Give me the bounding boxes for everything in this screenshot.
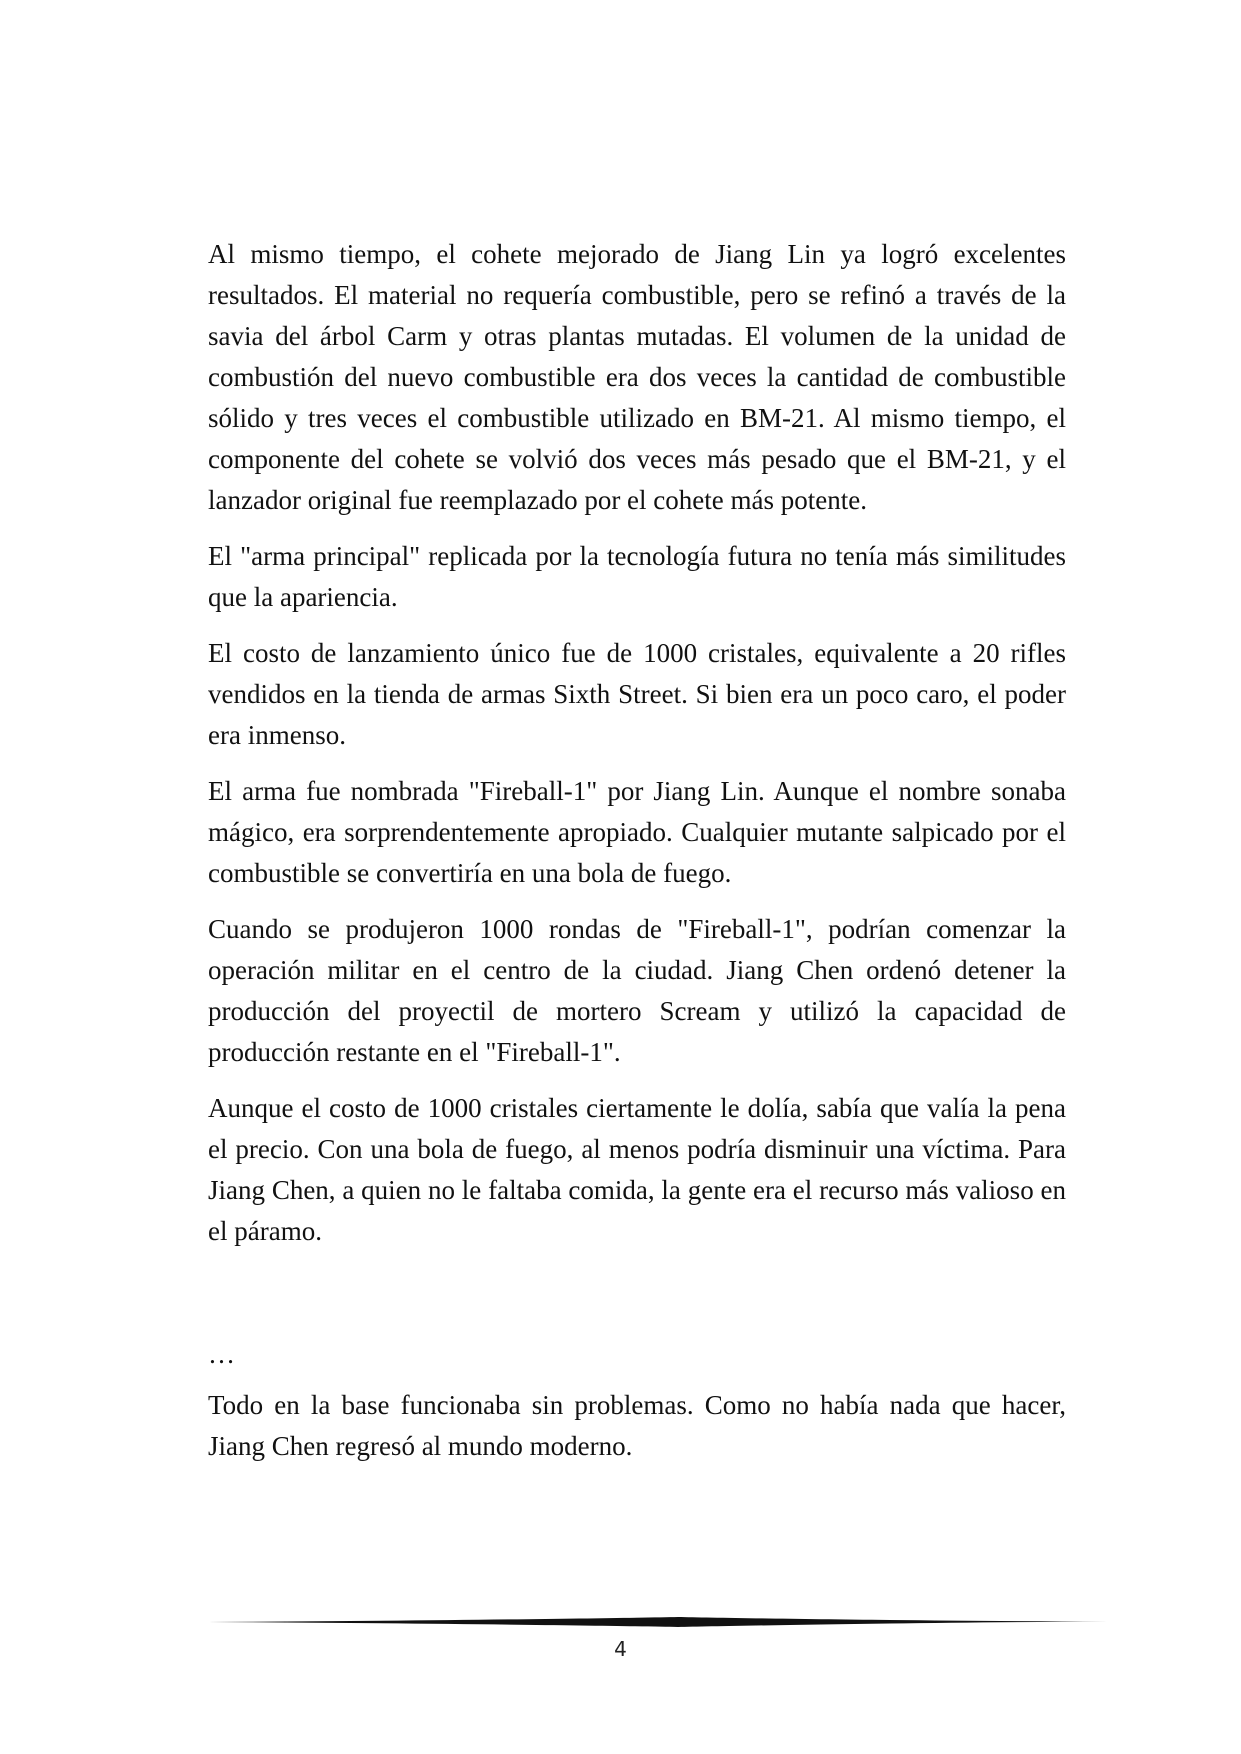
paragraph-1: Al mismo tiempo, el cohete mejorado de Jiang Lin ya logró excelentes resultados. El material no requería combustible, pero se refinó a través de la savia del árbol Carm y otras plantas mutadas. El volumen de la unidad de combustión del nuevo combustible era dos veces la cantidad de combustible sólido y tres veces el combustible utilizado en BM-21. Al mismo tiempo, el componente del cohete se volvió dos veces más pesado que el BM-21, y el lanzador original fue reemplazado por el cohete más potente. bbox=[208, 239, 1066, 515]
paragraph-4: El arma fue nombrada "Fireball-1" por Jiang Lin. Aunque el nombre sonaba mágico, era sorprendentemente apropiado. Cualquier mutante salpicado por el combustible se convertiría en una bola de fuego. bbox=[208, 776, 1066, 888]
page-number: 4 bbox=[614, 1637, 627, 1661]
paragraph-7: Todo en la base funcionaba sin problemas. Como no había nada que hacer, Jiang Chen regresó al mundo moderno. bbox=[208, 1390, 1066, 1461]
footer-divider bbox=[208, 1616, 1108, 1628]
body-text bbox=[208, 234, 1066, 1482]
section-separator: … bbox=[208, 1339, 235, 1369]
paragraph-2: El "arma principal" replicada por la tecnología futura no tenía más similitudes que la apariencia. bbox=[208, 541, 1066, 612]
paragraph-6: Aunque el costo de 1000 cristales ciertamente le dolía, sabía que valía la pena el precio. Con una bola de fuego, al menos podría disminuir una víctima. Para Jiang Chen, a quien no le faltaba comida, la gente era el recurso más valioso en el páramo. bbox=[208, 1093, 1066, 1246]
paragraph-5: Cuando se produjeron 1000 rondas de "Fireball-1", podrían comenzar la operación militar en el centro de la ciudad. Jiang Chen ordenó detener la producción del proyectil de mortero Scream y utilizó la capacidad de producción restante en el "Fireball-1". bbox=[208, 914, 1066, 1067]
paragraph-3: El costo de lanzamiento único fue de 1000 cristales, equivalente a 20 rifles vendidos en la tienda de armas Sixth Street. Si bien era un poco caro, el poder era inmenso. bbox=[208, 638, 1066, 750]
